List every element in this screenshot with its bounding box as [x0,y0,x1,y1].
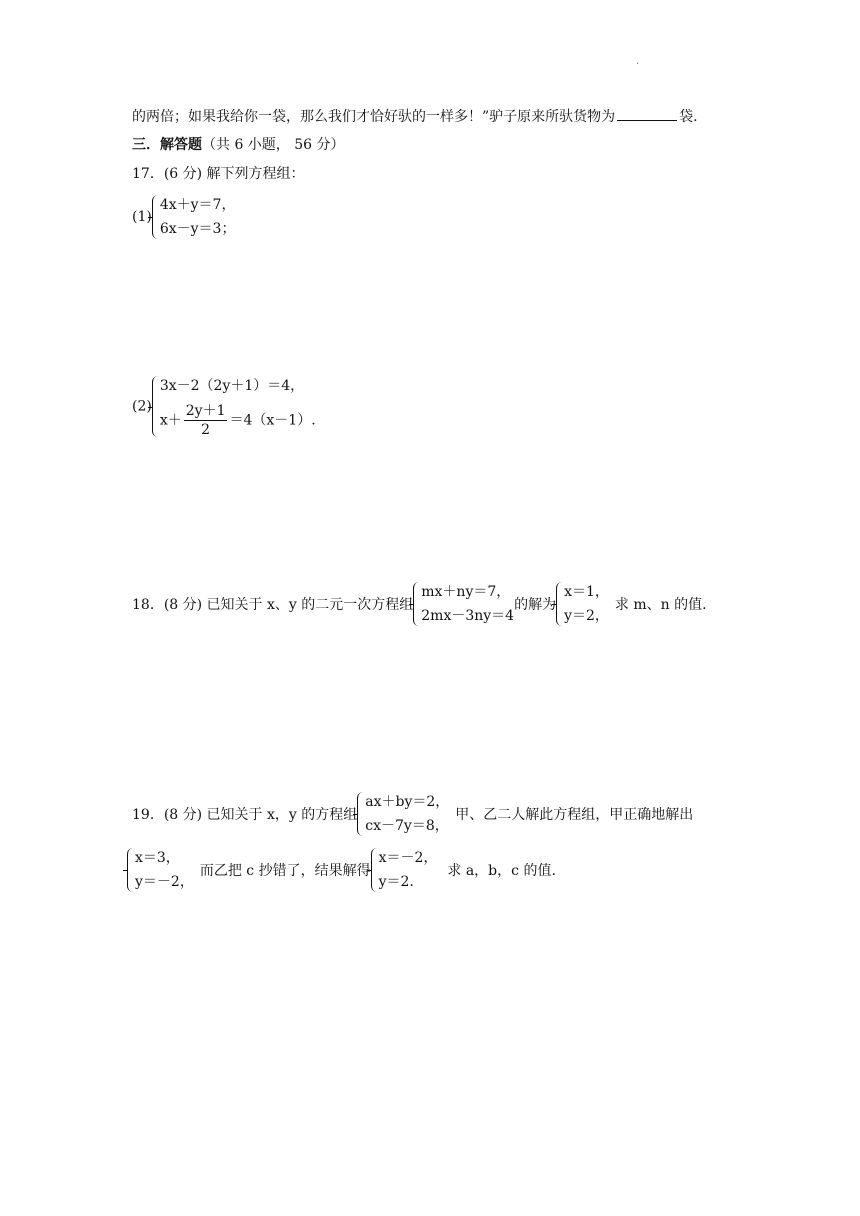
left-brace-icon [127,848,134,892]
q19-sol2-eq2: y＝2. [378,874,414,890]
q18-mid: 的解为 [514,597,557,613]
q18-prefix: 18．(8 分) 已知关于 x、y 的二元一次方程组 [132,597,414,613]
q19-eq2: cx－7y＝8， [365,818,449,834]
q19-post1: 甲、乙二人解此方程组，甲正确地解出 [455,807,694,823]
q18-solution [556,580,609,628]
q18-postfix: 求 m、n 的值. [614,597,707,613]
q17-part2-label: (2) [132,398,152,415]
q17-part1-eq1: 4x＋y＝7， [159,197,236,213]
fraction [184,402,228,439]
q18-sol2: y＝2， [564,608,609,624]
q19-line2 [127,846,556,894]
q17-part2 [132,374,316,439]
q19-mid: 而乙把 c 抄错了，结果解得 [199,863,371,879]
q17-heading: 17．(6 分) 解下列方程组： [132,166,305,182]
left-brace-icon [152,195,159,239]
fraction-denominator: 2 [201,422,211,438]
q19-post2: 求 a，b，c 的值. [447,863,556,879]
q19-sol2-eq1: x＝－2， [378,850,438,866]
q17-part2-eq2-post: ＝4（x－1）. [229,412,316,429]
intro-suffix: 袋. [679,109,698,125]
intro-text: 的两倍；如果我给你一袋，那么我们才恰好驮的一样多！”驴子原来所驮货物为 [132,109,616,125]
left-brace-icon [371,848,378,892]
q19-prefix: 19．(8 分) 已知关于 x，y 的方程组 [132,807,358,823]
page-marker-dot: . [636,56,640,67]
q17-part1-label: (1) [132,209,152,225]
q19-solution-correct [127,846,194,894]
q19-sol1-eq1: x＝3， [135,850,180,866]
q17-part1-eq2: 6x－y＝3； [159,221,236,237]
q18 [132,580,707,628]
fraction-numerator: 2y＋1 [185,403,226,419]
q19-sol1-eq2: y＝－2， [135,874,194,890]
answer-blank [617,106,677,121]
q18-system [413,580,514,628]
q19-line1 [132,790,693,838]
q19-system [357,790,449,838]
intro-line [132,106,698,127]
q18-eq2: 2mx－3ny＝4 [421,608,515,624]
q18-sol1: x＝1， [564,584,609,600]
section-title: 三．解答题 [132,137,202,153]
q17-part1-system [152,193,236,241]
left-brace-icon [413,582,420,626]
left-brace-icon [556,582,563,626]
q19-solution-wrong [371,846,438,894]
q17-part1 [132,193,235,241]
left-brace-icon [152,376,159,437]
section-subtitle: （共 6 小题， 56 分） [202,137,345,153]
q19-eq1: ax＋by＝2， [365,794,450,810]
q17-part2-eq1: 3x－2（2y＋1）＝4， [159,378,305,394]
left-brace-icon [357,792,364,836]
section-heading [132,135,345,155]
q17-part2-eq2-pre: x＋ [159,412,182,429]
q18-eq1: mx＋ny＝7， [421,584,511,600]
q17-part2-eq2 [160,402,316,439]
q17-part2-system [152,374,316,439]
